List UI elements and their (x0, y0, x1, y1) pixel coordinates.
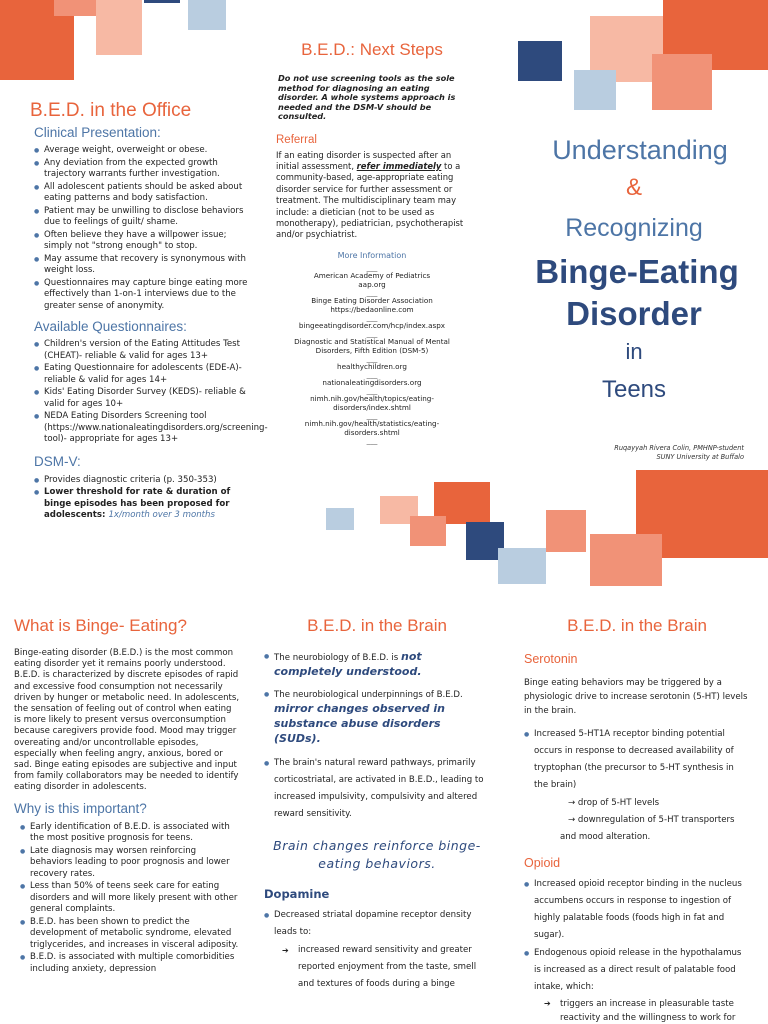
deco-square (326, 508, 354, 530)
why-heading: Why is this important? (14, 800, 147, 816)
link-text[interactable]: nationaleatingdisorders.org (322, 377, 422, 387)
list-item: ● Patient may be unwilling to disclose behaviors due to feelings of guilt/ shame. (34, 206, 248, 229)
serotonin-effect-2: → downregulation of 5-HT transporters and mood alteration. (560, 815, 735, 842)
deco-square (498, 548, 546, 584)
dsm-list (34, 475, 248, 522)
list-item: ● The neurobiological underpinnings of B.E.D. mirror changes observed in substance abuse disorders (SUDs). (264, 688, 490, 747)
list-item: ● NEDA Eating Disorders Screening tool (https://www.nationaleatingdisorders.org/screening-tool)- appropriate for ages 13+ (34, 411, 248, 446)
cover-line-ampersand: & (625, 174, 642, 201)
deco-square (188, 0, 226, 30)
list-item: ● Late diagnosis may worsen reinforcing behaviors leading to poor prognosis and lower recovery rates. (20, 846, 240, 881)
deco-square (96, 0, 142, 55)
list-item: ● Eating Questionnaire for adolescents (EDE-A)- reliable & valid for ages 14+ (34, 363, 248, 386)
list-item: ● Often believe they have a willpower issue; simply not "strong enough" to stop. (34, 230, 248, 253)
clinical-list (34, 145, 248, 312)
brain-panel-1 (264, 616, 490, 994)
list-item: ● Provides diagnostic criteria (p. 350-353) (34, 475, 248, 487)
more-info-list: ___ American Academy of Pediatrics aap.org ___ Binge Eating Disorder Association https://bedaonline.com ___ bingeeatingdisorder.com/hcp/index.aspx ___ Diagnostic and Statistical Manual of Mental Disorders, Fifth Edition (DSM-5) ___ healthychildren.org ___ nationaleatingdisorders.org ___ nimh.nih.gov/health/topics/eating-disorders/index.shtml ___ nimh.nih.gov/health/statistics/eating-disorders.shtml ___ (272, 264, 472, 444)
what-body: Binge-eating disorder (B.E.D.) is the most common eating disorder yet it remains poorly understood. B.E.D. is characterized by discrete episodes of rapid and excessive food consumption not necessarily driven by hunger or metabolic need. In adolescents, the sensation of feeling out of control when eating is more likely to present versus overconsumption because caregivers provide food. Mood may trigger overeating and/or uncontrollable episodes, especially when feeling angry, anxious, bored or sad. Binge eating episodes are subjective and input from family collaborators may be needed to identify eating disorder in adolescents. (14, 648, 240, 793)
link-text[interactable]: nimh.nih.gov/health/topics/eating-disorders/index.shtml (310, 393, 434, 412)
opioid-list (524, 876, 750, 996)
questionnaire-list (34, 339, 268, 446)
referral-heading: Referral (276, 133, 317, 146)
link-text[interactable]: American Academy of Pediatrics aap.org (313, 270, 431, 289)
cover-line-teens: Teens (601, 376, 667, 403)
next-steps-title: B.E.D.: Next Steps (301, 40, 443, 59)
clinical-presentation-heading: Clinical Presentation: (34, 125, 161, 140)
link-text[interactable]: nimh.nih.gov/health/statistics/eating-disorders.shtml (304, 418, 440, 437)
brain-callout: Brain changes reinforce binge-eating behaviors. (273, 838, 481, 871)
link-text[interactable]: bingeeatingdisorder.com/hcp/index.aspx (298, 320, 446, 330)
serotonin-intro: Binge eating behaviors may be triggered by a physiologic drive to increase serotonin (5-HT) levels in the brain. (524, 678, 748, 716)
link-text[interactable]: Binge Eating Disorder Association https://bedaonline.com (311, 295, 433, 314)
opioid-sublist (544, 997, 750, 1024)
deco-square (574, 70, 616, 110)
list-item: ➔ increased reward sensitivity and greater reported enjoyment from the taste, smell and textures of foods during a binge (282, 942, 490, 993)
link-text: Diagnostic and Statistical Manual of Mental Disorders, Fifth Edition (DSM-5) (294, 336, 450, 355)
list-item: ● B.E.D. has been shown to predict the development of metabolic syndrome, elevated triglycerides, and increases in visceral adiposity. (20, 917, 240, 952)
deco-square (518, 41, 562, 81)
deco-square (546, 510, 586, 552)
list-item: ● B.E.D. is associated with multiple comorbidities including anxiety, depression (20, 952, 240, 975)
opioid-heading: Opioid (524, 856, 561, 870)
deco-square (652, 54, 712, 110)
author-affiliation: SUNY University at Buffalo (656, 453, 744, 461)
dopamine-heading: Dopamine (264, 887, 330, 901)
author-name: Ruqayyah Rivera Colin, PMHNP-student (614, 444, 744, 452)
list-item: ● Increased opioid receptor binding in the nucleus accumbens occurs in response to ingestion of highly palatable foods (foods high in fat and sugar). (524, 876, 750, 944)
serotonin-heading: Serotonin (524, 652, 578, 666)
why-list (20, 822, 240, 976)
more-info-heading: More Information (337, 250, 407, 260)
list-item: ● Early identification of B.E.D. is associated with the most positive prognosis for teens. (20, 822, 240, 845)
referral-text: If an eating disorder is suspected after an initial assessment, refer immediately to a community-based, age-appropriate eating disorder service for further assessment or treatment. The multidisciplinary team may include: a dietician (not to be used as monotherapy), pediatrician, psychotherapist and/or psychiatrist. (276, 149, 464, 240)
cover-title-disorder: Disorder (566, 295, 702, 332)
cover-line-understanding: Understanding (552, 135, 728, 165)
list-item: ● Increased 5-HT1A receptor binding potential occurs in response to decreased availability of tryptophan (the precursor to 5-HT synthesis in the brain) (524, 726, 750, 794)
deco-square (590, 534, 662, 586)
questionnaires-heading: Available Questionnaires: (34, 319, 187, 334)
cover-line-recognizing: Recognizing (565, 214, 703, 242)
deco-square (144, 0, 180, 3)
dsm-threshold-text: Lower threshold for rate & duration of binge episodes has been proposed for adolescents: (44, 487, 231, 520)
cover-line-in: in (625, 339, 643, 364)
what-panel (14, 616, 240, 976)
next-steps-panel (272, 40, 472, 444)
list-item: ● All adolescent patients should be asked about eating patterns and body satisfaction. (34, 182, 248, 205)
list-item: ● The neurobiology of B.E.D. is not completely understood. (264, 650, 490, 680)
list-item: ● May assume that recovery is synonymous with weight loss. (34, 254, 248, 277)
dopamine-sublist (282, 942, 490, 993)
cover-title-binge-eating: Binge-Eating (535, 253, 739, 290)
cover-panel (512, 130, 768, 410)
list-item: ● Average weight, overweight or obese. (34, 145, 248, 157)
serotonin-effect-1: → drop of 5-HT levels (568, 798, 660, 808)
list-item: ● The brain's natural reward pathways, primarily corticostriatal, are activated in B.E.D., leading to increased impulsivity, compulsivity and altered reward sensitivity. (264, 755, 490, 823)
list-item: ● Less than 50% of teens seek care for eating disorders and will more likely present with other general complaints. (20, 881, 240, 916)
list-item: ● Decreased striatal dopamine receptor density leads to: (264, 907, 490, 941)
deco-square (410, 516, 446, 546)
list-item: ➔ triggers an increase in pleasurable taste reactivity and the willingness to work for (544, 997, 750, 1024)
list-item: ● Kids' Eating Disorder Survey (KEDS)- reliable & valid for ages 10+ (34, 387, 248, 410)
brain-list-1 (264, 650, 490, 823)
brain-title-2: B.E.D. in the Brain (567, 616, 707, 635)
list-item (34, 487, 248, 522)
list-item: ● Questionnaires may capture binge eating more effectively than 1-on-1 interviews due to the greater sense of anonymity. (34, 278, 248, 313)
what-title: What is Binge- Eating? (14, 616, 187, 635)
link-text[interactable]: healthychildren.org (337, 361, 407, 371)
dsm-threshold-emphasis: 1x/month over 3 months (108, 510, 215, 520)
serotonin-list (524, 726, 750, 794)
brain-panel-2 (524, 616, 750, 1024)
list-item: ● Children's version of the Eating Attitudes Test (CHEAT)- reliable & valid for ages 13+ (34, 339, 248, 362)
screening-warning: Do not use screening tools as the sole method for diagnosing an eating disorder. A whole systems approach is needed and the DSM-V should be consulted. (278, 73, 456, 121)
dopamine-list (264, 907, 490, 941)
office-title: B.E.D. in the Office (30, 100, 192, 121)
dsm-heading: DSM-V: (34, 453, 81, 469)
list-item: ● Endogenous opioid release in the hypothalamus is increased as a direct result of palatable food intake, which: (524, 945, 750, 996)
office-panel (30, 100, 268, 523)
list-item: ● Any deviation from the expected growth trajectory warrants further investigation. (34, 158, 248, 181)
brain-title-1: B.E.D. in the Brain (307, 616, 447, 635)
author-block (614, 444, 744, 462)
